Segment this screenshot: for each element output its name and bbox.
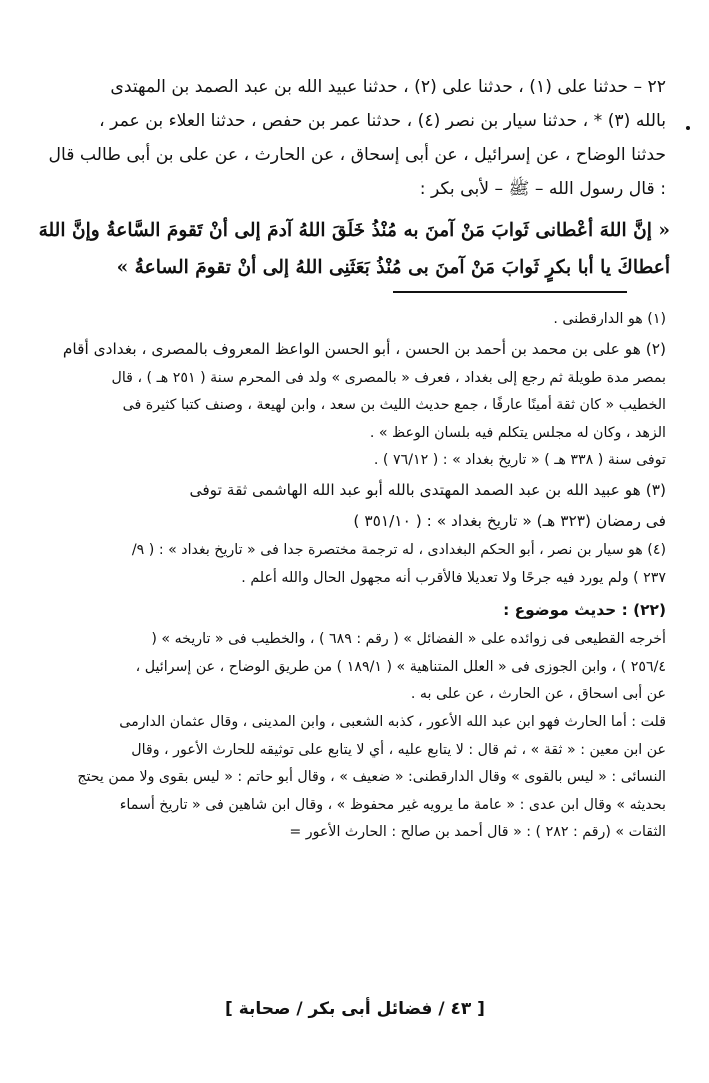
- footnote-line: ٢٣٧ ) ولم يورد فيه جرحًا ولا تعديلا فالأقرب أنه مجهول الحال والله أعلم .: [241, 569, 666, 586]
- footnote-1: (١) هو الدارقطنى .: [553, 311, 666, 327]
- page-footer: [ ٤٣ / فضائل أبى بكر / صحابة ]: [225, 999, 485, 1019]
- matn-line: « إنَّ اللهَ أعْطانى ثَوابَ مَنْ آمنَ به مُنْذُ خَلَقَ اللهُ آدمَ إلى أنْ تَقومَ السَّاعةُ وإنَّ اللهَ: [38, 220, 670, 241]
- footnote-divider: [393, 291, 627, 293]
- footnote-line: توفى سنة ( ٣٣٨ هـ ) « تاريخ بغداد » : ( ٧٦/١٢ ) .: [373, 452, 666, 469]
- isnad-line: حدثنا الوضاح ، عن إسرائيل ، عن أبى إسحاق ، عن الحارث ، عن على بن أبى طالب قال: [48, 145, 666, 165]
- takhrij: [38, 626, 666, 709]
- footnote-2: [38, 334, 666, 475]
- footnote-line: (٢) هو على بن محمد بن أحمد بن الحسن ، أبو الحسن الواعظ المعروف بالمصرى ، بغدادى أقام: [62, 339, 666, 358]
- takhrij-line: عن أبى اسحاق ، عن الحارث ، عن على به .: [410, 686, 666, 703]
- comment-line: الثقات » (رقم : ٢٨٢ ) : « قال أحمد بن صالح : الحارث الأعور =: [289, 824, 666, 841]
- comment-line: قلت : أما الحارث فهو ابن عبد الله الأعور ، كذبه الشعبى ، وابن المدينى ، وقال عثمان الدارمى: [119, 713, 666, 730]
- footnote-line: (٤) هو سيار بن نصر ، أبو الحكم البغدادى ، له ترجمة مختصرة جدا فى « تاريخ بغداد » : ( ٩/: [131, 541, 666, 558]
- comment-line: بحديثه » وقال ابن عدى : « عامة ما يرويه غير محفوظ » ، وقال ابن شاهين فى « تاريخ أسماء: [119, 796, 666, 813]
- footnote-line: الخطيب « كان ثقة أمينًا عارفًا ، جمع حديث الليث بن سعد ، وابن لهيعة ، وصنف كتبا كثيرة فى: [122, 397, 666, 414]
- footnote-line: (٣) هو عبيد الله بن عبد الصمد المهتدى بالله أبو عبد الله الهاشمى ثقة توفى: [189, 480, 666, 499]
- footnote-line: الزهد ، وكان له مجلس يتكلم فيه بلسان الوعظ » .: [369, 424, 666, 441]
- footnote-3: [38, 475, 666, 537]
- footnotes: [38, 306, 666, 847]
- comment-line: عن ابن معين : « ثقة » ، ثم قال : لا يتابع عليه ، أي لا يتابع على توثيقه للحارث الأعور ، وقال: [131, 741, 666, 758]
- footnote-4: [38, 537, 666, 592]
- matn-line: أعطاكَ يا أبا بكرٍ ثَوابَ مَنْ آمنَ بى مُنْذُ بَعَثَنِى اللهُ إلى أنْ تقومَ الساعةُ »: [116, 257, 670, 278]
- isnad-line: : قال رسول الله – ﷺ – لأبى بكر :: [419, 179, 666, 199]
- isnad-line: بالله (٣) * ، حدثنا سيار بن نصر (٤) ، حدثنا عمر بن حفص ، حدثنا العلاء بن عمر ،: [99, 111, 666, 131]
- comment-line: النسائى : « ليس بالقوى » وقال الدارقطنى: « ضعيف » ، وقال أبو حاتم : « ليس بقوى ولا ممن يحتج: [77, 769, 666, 786]
- footnote-line: بمصر مدة طويلة ثم رجع إلى بغداد ، فعرف « بالمصرى » ولد فى المحرم سنة ( ٢٥١ هـ ) ، قال: [111, 369, 666, 386]
- isnad-line: ٢٢ – حدثنا على (١) ، حدثنا على (٢) ، حدثنا عبيد الله بن عبد الصمد بن المهتدى: [110, 77, 666, 97]
- hadith-grading: (٢٢) : حديث موضوع :: [503, 601, 666, 620]
- hadith-isnad: [38, 70, 666, 206]
- hadith-matn: [34, 212, 670, 286]
- takhrij-line: ٢٥٦/٤ ) ، وابن الجوزى فى « العلل المتناهية » ( ١٨٩/١ ) من طريق الوضاح ، عن إسرائيل ،: [135, 658, 666, 675]
- takhrij-line: أخرجه القطيعى فى زوائده على « الفضائل » ( رقم : ٦٨٩ ) ، والخطيب فى « تاريخه » (: [151, 631, 666, 648]
- stray-mark: [686, 126, 690, 130]
- editor-comment: [38, 709, 666, 847]
- footnote-line: فى رمضان (٣٢٣ هـ) « تاريخ بغداد » : ( ٣٥١/١٠ ): [353, 511, 666, 530]
